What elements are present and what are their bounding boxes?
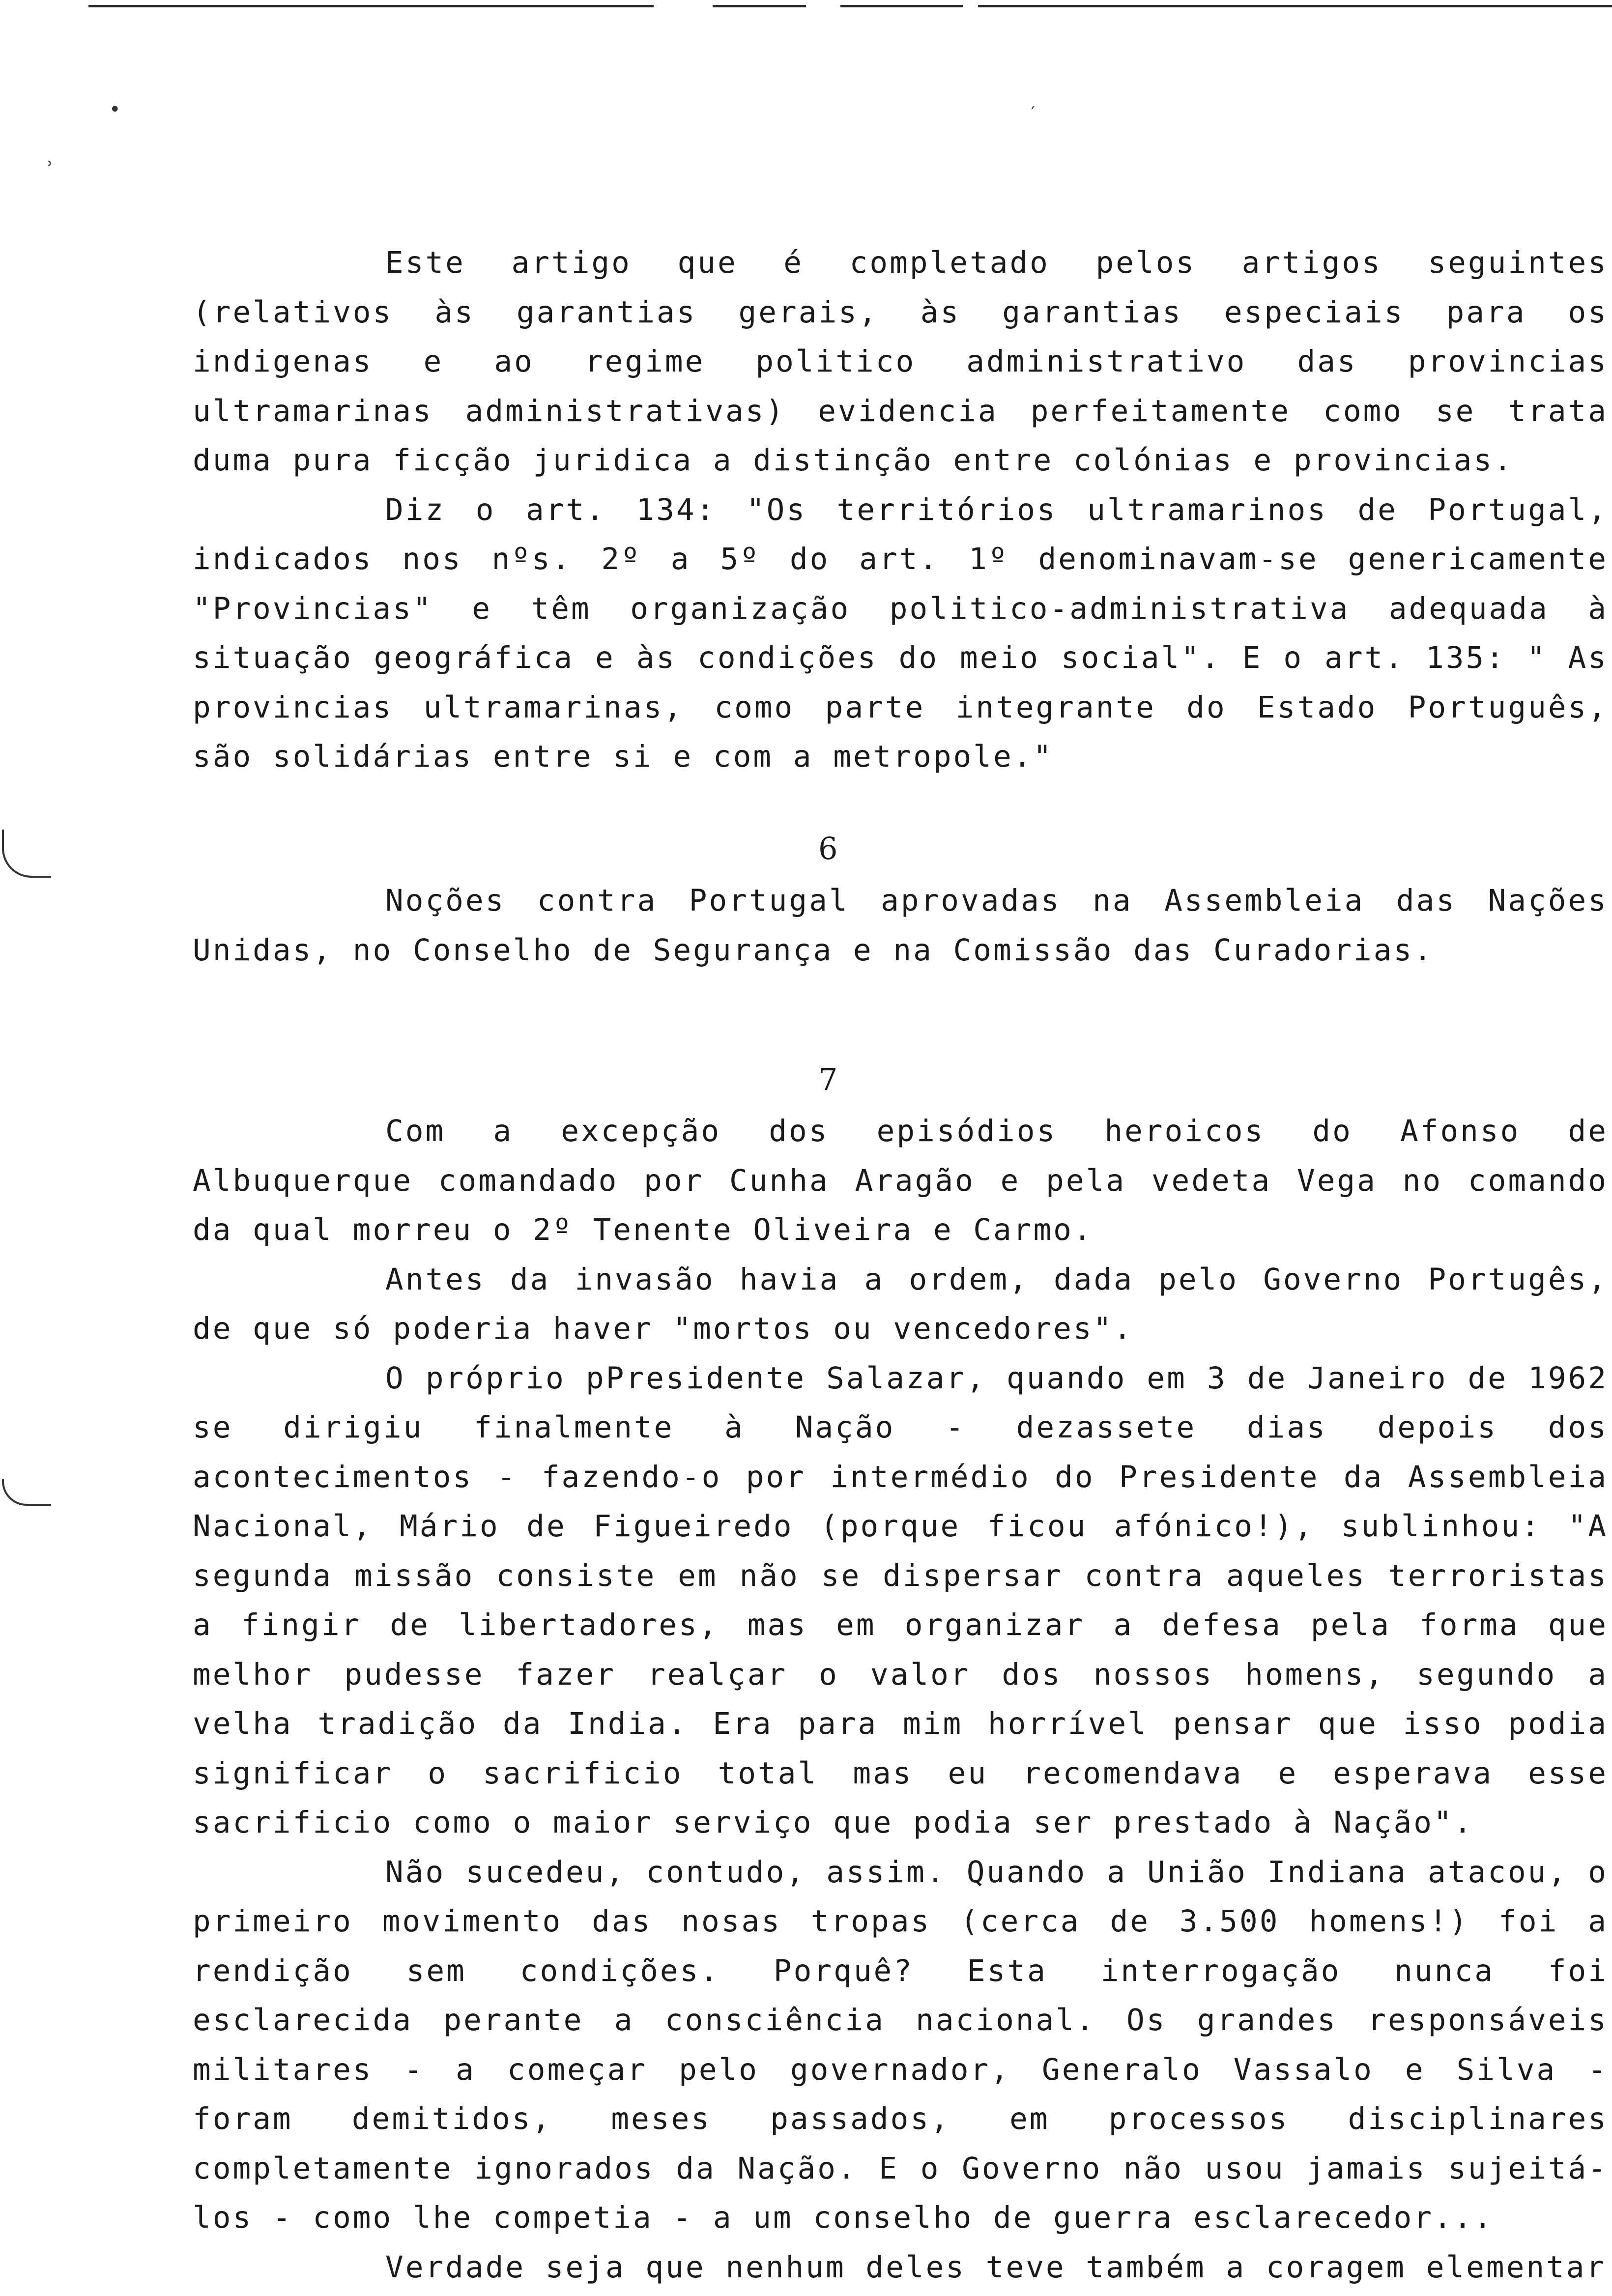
paragraph: Não sucedeu, contudo, assim. Quando a União Indiana atacou, o primeiro movimento das nosas tropas (cerca de 3.500 homens!) foi a rendição sem condições. Porquê? Esta interrogação nunca foi esclarecida perante a consciência nacional. Os grandes responsáveis militares - a começar pelo governador, Generalo Vassalo e Silva - foram demitidos, meses passados, em processos disciplinares completamente ignorados da Nação. E o Governo não usou jamais sujeitá-los - como lhe competia - a um conselho de guerra esclarecedor... bbox=[193, 1854, 1608, 2235]
paragraph: Diz o art. 134: "Os territórios ultramarinos de Portugal, indicados nos nºs. 2º a 5º do art. 1º denominavam-se genericamente "Provincias" e têm organização politico-administrativa adequada à situação geográfica e às condições do meio social". E o art. 135: " As provincias ultramarinas, como parte integrante do Estado Português, são solidárias entre si e com a metropole." bbox=[193, 492, 1608, 774]
margin-paren-mark bbox=[2, 1479, 51, 1506]
paragraph: Com a excepção dos episódios heroicos do Afonso de Albuquerque comandado por Cunha Aragão e pela vedeta Vega no comando da qual morreu o 2º Tenente Oliveira e Carmo. bbox=[193, 1114, 1608, 1247]
section-7-text bbox=[193, 1107, 1608, 2292]
margin-paren-mark bbox=[2, 830, 51, 878]
stray-mark: ʾ bbox=[47, 158, 54, 181]
paragraph: Antes da invasão havia a ordem, dada pelo Governo Portugês, de que só poderia haver "mortos ou vencedores". bbox=[193, 1262, 1608, 1346]
section-5-text bbox=[193, 238, 1608, 782]
top-rule-gap bbox=[806, 4, 840, 8]
stray-mark: • bbox=[109, 98, 121, 121]
section-6-text bbox=[193, 876, 1608, 975]
top-rule bbox=[88, 5, 1612, 7]
paragraph: Noções contra Portugal aprovadas na Assembleia das Nações Unidas, no Conselho de Segurança e na Comissão das Curadorias. bbox=[193, 883, 1608, 968]
top-rule-gap bbox=[963, 4, 978, 8]
paragraph: O próprio pPresidente Salazar, quando em 3 de Janeiro de 1962 se dirigiu finalmente à Nação - dezassete dias depois dos acontecimentos - fazendo-o por intermédio do Presidente da Assembleia Nacional, Mário de Figueiredo (porque ficou afónico!), sublinhou: "A segunda missão consiste em não se dispersar contra aqueles terroristas a fingir de libertadores, mas em organizar a defesa pela forma que melhor pudesse fazer realçar o valor dos nossos homens, segundo a velha tradição da India. Era para mim horrível pensar que isso podia significar o sacrificio total mas eu recomendava e esperava esse sacrificio como o maior serviço que podia ser prestado à Nação". bbox=[193, 1360, 1608, 1840]
stray-mark: ′ bbox=[1031, 103, 1035, 123]
paragraph: Verdade seja que nenhum deles teve também a coragem elementar bbox=[385, 2249, 1607, 2285]
top-rule-gap bbox=[654, 4, 713, 8]
section-number: 6 bbox=[818, 831, 838, 866]
paragraph: Este artigo que é completado pelos artigos seguintes (relativos às garantias gerais, às garantias especiais para os indigenas e ao regime politico administrativo das provincias ultramarinas administrativas) evidencia perfeitamente como se trata duma pura ficção juridica a distinção entre colónias e provincias. bbox=[193, 245, 1608, 478]
section-number: 7 bbox=[818, 1062, 838, 1097]
